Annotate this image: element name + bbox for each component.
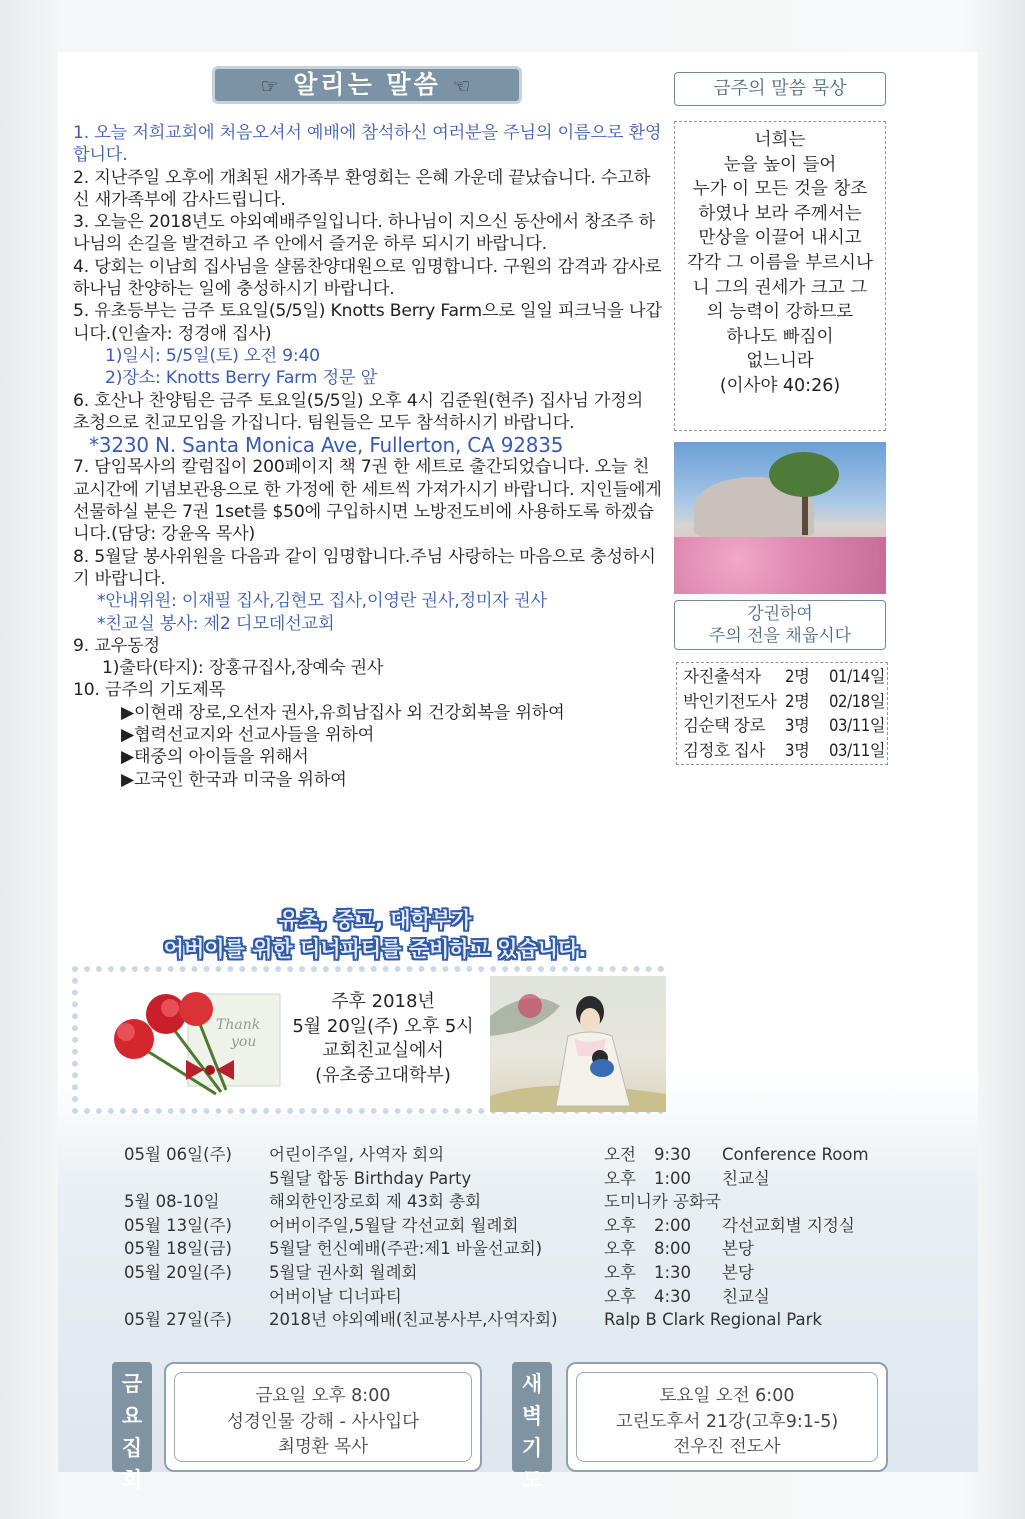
verse-line: 의 능력이 강하므로 [706,302,854,323]
dawn-prayer-box [566,1362,888,1472]
verse-line: 하나도 빠짐이 [726,326,834,347]
friday-meeting-box [164,1362,482,1472]
label-char: 요 [121,1404,143,1428]
label-char: 새 [521,1372,543,1396]
schedule-ampm: 오후 [604,1286,636,1306]
schedule-clock: 2:00 [654,1215,692,1235]
schedule-row [124,1285,904,1309]
notice-item: 2. 지난주일 오후에 개최된 새가족부 환영회는 은혜 가운데 끝났습니다. 수고하신 새가족부에 감사드립니다. [73,167,651,210]
attendance-count: 2명 [785,691,810,711]
schedule-location: Ralp B Clark Regional Park [604,1310,822,1330]
schedule-row [124,1167,904,1191]
dinner-party-banner [130,906,620,964]
schedule-row [124,1237,904,1261]
notices-heading [212,66,522,104]
schedule-row [124,1308,904,1332]
verse-line: 없느니라 [746,351,814,372]
notice-item: 5. 유초등부는 금주 토요일(5/5일) Knotts Berry Farm으로 일일 피크닉을 나갑니다.(인솔자: 정경애 집사) [73,301,662,344]
dawn-prayer-details [576,1372,878,1462]
notices-title: 알리는 말씀 [293,70,441,99]
attendance-row [683,690,887,715]
svg-text:you: you [231,1034,257,1050]
schedule-ampm: 오후 [604,1215,636,1235]
mother-and-child-painting [490,976,666,1112]
event-line: 교회친교실에서 [322,1040,444,1061]
meeting-line: 고린도후서 21강(고후9:1-5) [615,1411,839,1432]
schedule-place: 각선교회별 지정실 [722,1215,855,1235]
notice-subitem: 1)출타(타지): 장홍규집사,장예숙 권사 [102,658,384,679]
attendance-row [683,739,887,764]
schedule-date: 05월 27일(주) [124,1310,232,1330]
attendance-date: 01/14일 [829,667,886,686]
verse-line: 누가 이 모든 것을 창조 [692,179,868,200]
verse-reference: (이사야 40:26) [719,375,841,396]
prayer-item: ▶이현래 장로,오선자 권사,유희남집사 외 건강회복을 위하여 [121,702,565,723]
notice-item: 3. 오늘은 2018년도 야외예배주일입니다. 하나님이 지으신 동산에서 창조주 하나님의 손길을 발견하고 주 안에서 즐거운 하루 되시기 바랍니다. [73,212,656,255]
verse-heading: 금주의 말씀 묵상 [674,72,886,106]
schedule-ampm: 오후 [604,1262,636,1282]
notices-list [73,122,663,791]
notice-item: 4. 당회는 이남희 집사님을 샬롬찬양대원으로 임명합니다. 구원의 감격과 감사로 하나님 찬양하는 일에 충성하시기 바랍니다. [73,256,662,300]
photo-azalea-blossoms [674,537,886,594]
prayer-item: ▶태중의 아이들을 위해서 [121,747,309,768]
schedule-time [604,1261,722,1285]
attendance-count: 3명 [785,740,810,760]
schedule-place: 친교실 [722,1286,770,1306]
banner-line: 어버이를 위한 디너파티를 준비하고 있습니다. [163,937,587,961]
label-char: 회 [121,1468,143,1492]
schedule-clock: 1:00 [654,1168,692,1188]
photo-pine-tree [769,452,839,497]
schedule-place: Conference Room [722,1145,869,1164]
attendance-count: 2명 [785,667,810,686]
monthly-schedule [124,1143,904,1332]
dinner-party-details [283,990,483,1088]
schedule-time [604,1237,722,1261]
schedule-event: 5월달 합동 Birthday Party [269,1168,472,1188]
schedule-event: 해외한인장로회 제 43회 총회 [269,1192,482,1212]
meeting-line: 최명환 목사 [277,1437,369,1457]
notice-subitem: *친교실 봉사: 제2 디모데선교회 [97,613,335,634]
friday-meeting-details [174,1372,472,1462]
notice-item: 7. 담임목사의 칼럼집이 200페이지 책 7권 한 세트로 출간되었습니다. 오늘 친교시간에 기념보관용으로 한 가정에 한 세트씩 가져가시기 바랍니다. 지인들에게 선물하실 분은 7권 1set를 $50에 구입하시면 노방전도비에 사용하도록 하겠습니다.(담당: 강윤옥 목사) [73,457,662,545]
attendance-name: 자진출석자 [683,667,761,686]
event-line: 주후 2018년 [331,991,435,1012]
schedule-clock: 1:30 [654,1262,692,1282]
event-line: (유초중고대학부) [315,1064,451,1086]
schedule-event: 어버이주일,5월달 각선교회 월례회 [269,1215,519,1235]
friday-meeting-label [112,1362,152,1492]
banner-line: 유초, 중고, 대학부가 [278,908,472,932]
verse-line: 눈을 높이 들어 [723,154,837,175]
meeting-line: 성경인물 강해 - 사사입다 [226,1411,420,1432]
schedule-event: 어버이날 디너파티 [269,1286,402,1306]
schedule-clock: 9:30 [654,1145,692,1164]
meeting-line: 토요일 오전 6:00 [659,1386,795,1406]
notice-subitem: *안내위원: 이재필 집사,김현모 집사,이영란 권사,정미자 권사 [97,591,547,612]
label-char: 기 [521,1436,543,1460]
schedule-date: 5월 08-10일 [124,1192,220,1212]
verse-line: 너희는 [754,130,806,150]
schedule-ampm: 오후 [604,1239,636,1259]
schedule-date: 05월 06일(주) [124,1145,232,1164]
dinner-party-card [72,966,664,1114]
verse-line: 하였나 보라 주께서는 [698,203,862,224]
schedule-location: 도미니카 공화국 [604,1192,721,1212]
schedule-place: 친교실 [722,1168,770,1188]
weekly-verse [674,121,886,431]
notice-subitem: 1)일시: 5/5일(토) 오전 9:40 [105,345,320,366]
verse-line: 만상을 이끌어 내시고 [698,228,862,249]
schedule-time [604,1214,722,1238]
meeting-line: 전우진 전도사 [673,1437,781,1457]
event-line: 5월 20일(주) 오후 5시 [292,1015,474,1037]
prayer-item: ▶협력선교지와 선교사들을 위하여 [121,725,375,746]
schedule-ampm: 오전 [604,1145,636,1164]
attendance-date: 02/18일 [829,691,886,711]
attendance-name: 박인기전도사 [683,691,777,711]
verse-line: 각각 그 이름을 부르시나 [687,252,873,273]
exhortation-line: 강권하여 [747,604,813,624]
painting-image [490,976,666,1112]
schedule-event: 5월달 권사회 월례회 [269,1262,418,1282]
schedule-row [124,1190,904,1214]
notice-item: 8. 5월달 봉사위원을 다음과 같이 임명합니다.주님 사랑하는 마음으로 충성하시기 바랍니다. [73,546,656,589]
label-char: 도 [521,1468,543,1492]
pointing-hand-right-icon: ☞ [260,74,282,98]
label-char: 집 [121,1436,143,1460]
schedule-place: 본당 [722,1239,754,1259]
mountain-blossom-photo [674,442,886,594]
attendance-row [683,714,887,739]
notice-item: 6. 호산나 찬양팀은 금주 토요일(5/5일) 오후 4시 김준원(현주) 집사님 가정의 초청으로 친교모임을 가집니다. 팀원들은 모두 참석하시기 바랍니다. [73,390,644,433]
svg-text:Thank: Thank [216,1017,261,1033]
schedule-date: 05월 20일(주) [124,1262,232,1282]
verse-line: 니 그의 권세가 크고 그 [692,277,868,298]
schedule-date: 05월 18일(금) [124,1239,232,1259]
schedule-clock: 8:00 [654,1239,692,1259]
meeting-line: 금요일 오후 8:00 [255,1386,391,1406]
schedule-ampm: 오후 [604,1168,636,1188]
attendance-row [683,665,887,690]
schedule-place: 본당 [722,1262,754,1282]
attendance-date: 03/11일 [829,740,886,760]
prayer-item: ▶고국인 한국과 미국을 위하여 [121,769,347,790]
pointing-hand-left-icon: ☜ [452,74,474,98]
attendance-name: 김순택 장로 [683,716,766,735]
schedule-row [124,1143,904,1167]
attendance-list [676,662,888,765]
schedule-date: 05월 13일(주) [124,1215,232,1235]
exhortation-box [674,600,886,650]
carnation-bouquet-image [96,984,286,1102]
attendance-date: 03/11일 [829,716,886,735]
notice-item: 10. 금주의 기도제목 [73,680,226,701]
schedule-time [604,1167,722,1191]
schedule-date [124,1167,269,1191]
schedule-time [604,1285,722,1309]
label-char: 금 [121,1372,143,1396]
label-char: 벽 [521,1404,543,1428]
dawn-prayer-label [512,1362,552,1492]
schedule-date [124,1285,269,1309]
notice-item: 1. 오늘 저희교회에 처음오셔서 예배에 참석하신 여러분을 주님의 이름으로 환영합니다. [73,123,662,166]
schedule-event: 어린이주일, 사역자 회의 [269,1145,445,1164]
attendance-name: 김정호 집사 [683,740,766,760]
schedule-event: 5월달 헌신예배(주관:제1 바울선교회) [269,1239,543,1259]
attendance-count: 3명 [785,716,810,735]
schedule-clock: 4:30 [654,1286,692,1306]
schedule-event: 2018년 야외예배(친교봉사부,사역자회) [269,1310,558,1330]
schedule-row [124,1261,904,1285]
notice-subitem: 2)장소: Knotts Berry Farm 정문 앞 [105,368,377,389]
exhortation-line: 주의 전을 채웁시다 [708,626,852,646]
notice-item: 9. 교우동정 [73,635,160,656]
schedule-time [604,1143,722,1167]
schedule-row [124,1214,904,1238]
notice-address: *3230 N. Santa Monica Ave, Fullerton, CA 92835 [89,433,564,458]
